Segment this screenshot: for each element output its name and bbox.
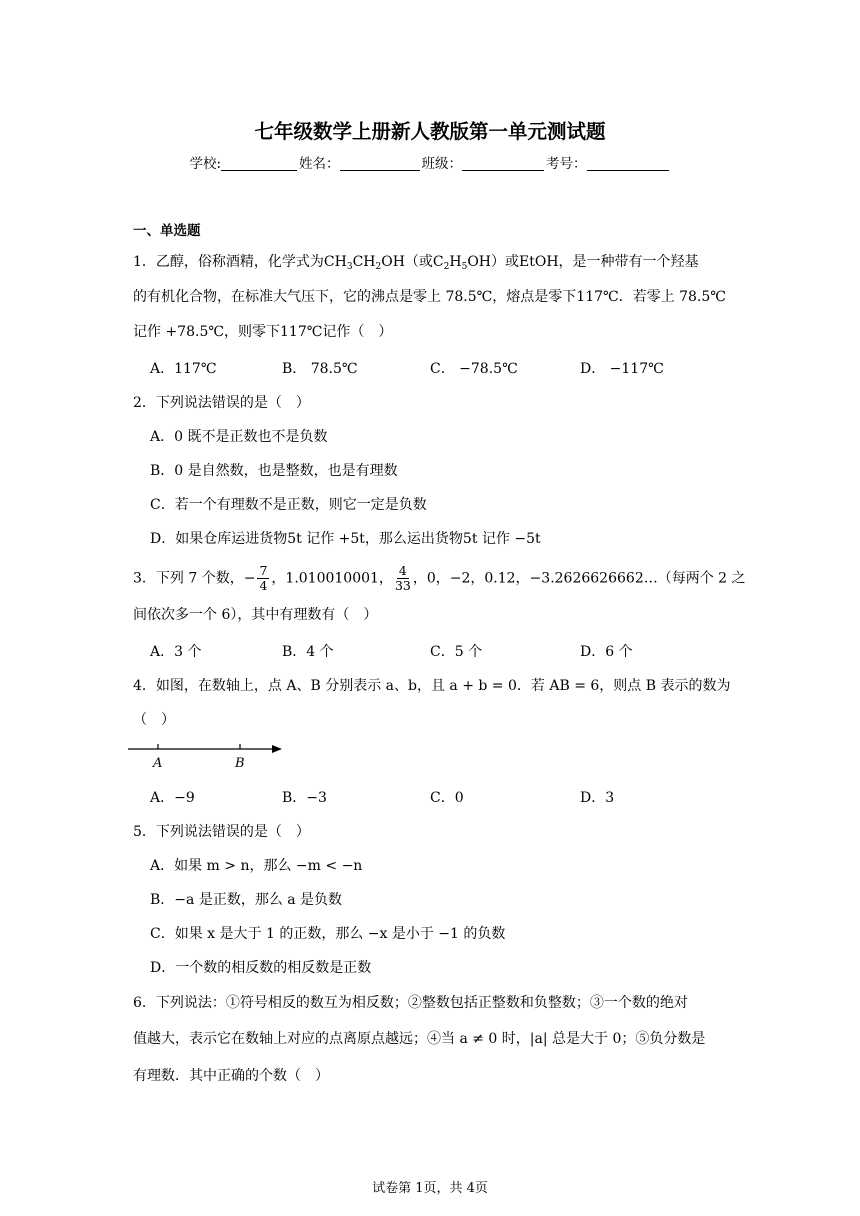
q5-option-a[interactable]: A．如果 m > n，那么 −m < −n xyxy=(150,858,363,874)
section-heading: 一、单选题 xyxy=(133,223,201,239)
q5-option-c[interactable]: C．如果 x 是大于 1 的正数，那么 −x 是小于 −1 的负数 xyxy=(150,926,506,942)
fraction-4-33: $\frac{4}{33}$ xyxy=(394,563,411,593)
exam-no-label: 考号： xyxy=(546,156,587,172)
q5-option-b[interactable]: B．−a 是正数，那么 a 是负数 xyxy=(150,892,343,908)
q4-option-a[interactable]: A．−9 xyxy=(150,790,195,806)
q3-option-d[interactable]: D．6 个 xyxy=(580,644,633,660)
q3-option-c[interactable]: C．5 个 xyxy=(430,644,483,660)
class-label: 班级： xyxy=(421,156,463,172)
school-label: 学校: xyxy=(189,156,222,172)
q2-stem: 2．下列说法错误的是（ ） xyxy=(133,395,310,411)
page-title: 七年级数学上册新人教版第一单元测试题 xyxy=(254,120,606,143)
page-footer: 试卷第 1页，共 4页 xyxy=(372,1181,488,1196)
name-label: 姓名： xyxy=(299,156,340,172)
exam-no-blank[interactable] xyxy=(587,155,669,171)
q4-option-d[interactable]: D．3 xyxy=(580,790,615,806)
number-line-arrow xyxy=(272,745,282,753)
q2-option-b[interactable]: B．0 是自然数，也是整数，也是有理数 xyxy=(150,463,398,479)
q2-option-a[interactable]: A．0 既不是正数也不是负数 xyxy=(150,429,328,445)
q2-option-d[interactable]: D．如果仓库运进货物5t 记作 +5t，那么运出货物5t 记作 −5t xyxy=(150,531,541,547)
q1-line-2: 的有机化合物，在标准大气压下，它的沸点是零上 78.5℃，熔点是零下117℃．若零上 78.5℃ xyxy=(133,289,726,305)
q1-line-1: 1．乙醇，俗称酒精，化学式为$CH_3CH_2OH$（或$C_2H_5OH$）或EtOH，是一种带有一个羟基 xyxy=(133,254,699,272)
q1-option-a[interactable]: A．117℃ xyxy=(150,361,217,377)
point-b-label: B xyxy=(235,756,245,771)
name-blank[interactable] xyxy=(340,155,420,171)
q5-stem: 5．下列说法错误的是（ ） xyxy=(133,824,310,840)
point-a-label: A xyxy=(153,756,163,771)
q1-option-c[interactable]: C． −78.5℃ xyxy=(430,361,518,377)
q2-option-c[interactable]: C．若一个有理数不是正数，则它一定是负数 xyxy=(150,497,427,513)
student-info-line xyxy=(0,152,860,172)
q1-option-d[interactable]: D． −117℃ xyxy=(580,361,664,377)
q3-line-1: 3．下列 7 个数，− $\frac{7}{4}$ ，1.010010001， $\frac{4}{33}$ ，0，−2，0.12，−3.2626626662…（每两个 2 之 xyxy=(133,563,746,593)
q1-option-b[interactable]: B． 78.5℃ xyxy=(282,361,358,377)
q4-line-1: 4．如图，在数轴上，点 A、B 分别表示 a、b，且 a + b = 0．若 AB = 6，则点 B 表示的数为 xyxy=(133,678,731,694)
q4-option-c[interactable]: C．0 xyxy=(430,790,464,806)
q3-line-2: 间依次多一个 6），其中有理数有（ ） xyxy=(133,607,378,623)
number-line-figure xyxy=(128,740,288,774)
class-blank[interactable] xyxy=(462,155,544,171)
q5-option-d[interactable]: D．一个数的相反数的相反数是正数 xyxy=(150,960,372,976)
q4-option-b[interactable]: B．−3 xyxy=(282,790,327,806)
q6-line-1: 6．下列说法：①符号相反的数互为相反数；②整数包括正整数和负整数；③一个数的绝对 xyxy=(133,995,688,1011)
fraction-7-4: $\frac{7}{4}$ xyxy=(259,563,268,593)
q1-line-3: 记作 +78.5℃，则零下117℃记作（ ） xyxy=(133,324,393,340)
q6-line-3: 有理数．其中正确的个数（ ） xyxy=(133,1068,329,1084)
q4-line-2: （ ） xyxy=(133,712,175,728)
q3-option-b[interactable]: B．4 个 xyxy=(282,644,334,660)
school-blank[interactable] xyxy=(221,155,297,171)
q3-option-a[interactable]: A．3 个 xyxy=(150,644,202,660)
q6-line-2: 值越大，表示它在数轴上对应的点离原点越远；④当 a ≠ 0 时，|a| 总是大于 0；⑤负分数是 xyxy=(133,1031,706,1047)
